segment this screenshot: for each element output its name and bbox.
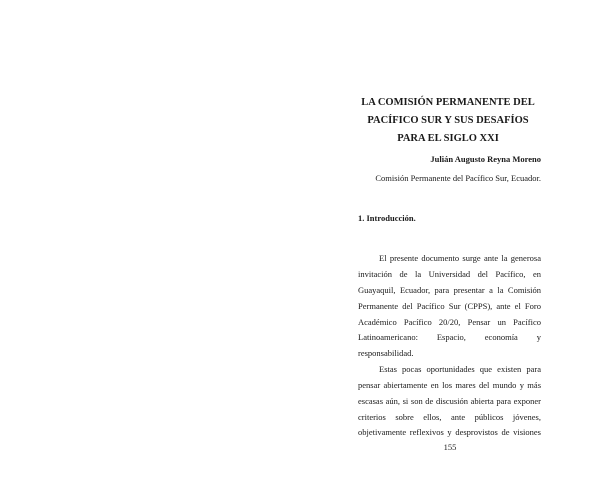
title-line: PARA EL SIGLO XXI bbox=[397, 133, 499, 144]
title-line: LA COMISIÓN PERMANENTE DEL bbox=[361, 97, 535, 108]
body-text-line: Latinoamericano: Espacio, economía y bbox=[358, 332, 541, 342]
body-text-line: pensar abiertamente en los mares del mundo y más bbox=[358, 380, 541, 390]
body-text-line: El presente documento surge ante la generosa bbox=[379, 253, 541, 263]
body-text-line: Académico Pacífico 20/20, Pensar un Pacífico bbox=[358, 317, 541, 327]
body-text-line: criterios sobre ellos, ante públicos jóvenes, bbox=[358, 412, 541, 422]
body-text-line: Guayaquil, Ecuador, para presentar a la Comisión bbox=[358, 285, 541, 295]
body-text-line: responsabilidad. bbox=[358, 348, 414, 358]
body-text-line: invitación de la Universidad del Pacífico, en bbox=[358, 269, 541, 279]
document-title bbox=[348, 94, 548, 148]
section-heading: 1. Introducción. bbox=[358, 213, 416, 223]
body-text-line: Permanente del Pacífico Sur (CPPS), ante el Foro bbox=[358, 301, 541, 311]
title-line: PACÍFICO SUR Y SUS DESAFÍOS bbox=[367, 115, 529, 126]
body-text-line: Estas pocas oportunidades que existen para bbox=[379, 364, 541, 374]
body-text-line: objetivamente reflexivos y desprovistos de visiones bbox=[358, 427, 541, 437]
body-text-line: escasas aún, si son de discusión abierta para exponer bbox=[358, 396, 541, 406]
author-name: Julián Augusto Reyna Moreno bbox=[430, 154, 541, 164]
author-affiliation: Comisión Permanente del Pacífico Sur, Ecuador. bbox=[375, 173, 541, 183]
page-number: 155 bbox=[443, 442, 457, 452]
